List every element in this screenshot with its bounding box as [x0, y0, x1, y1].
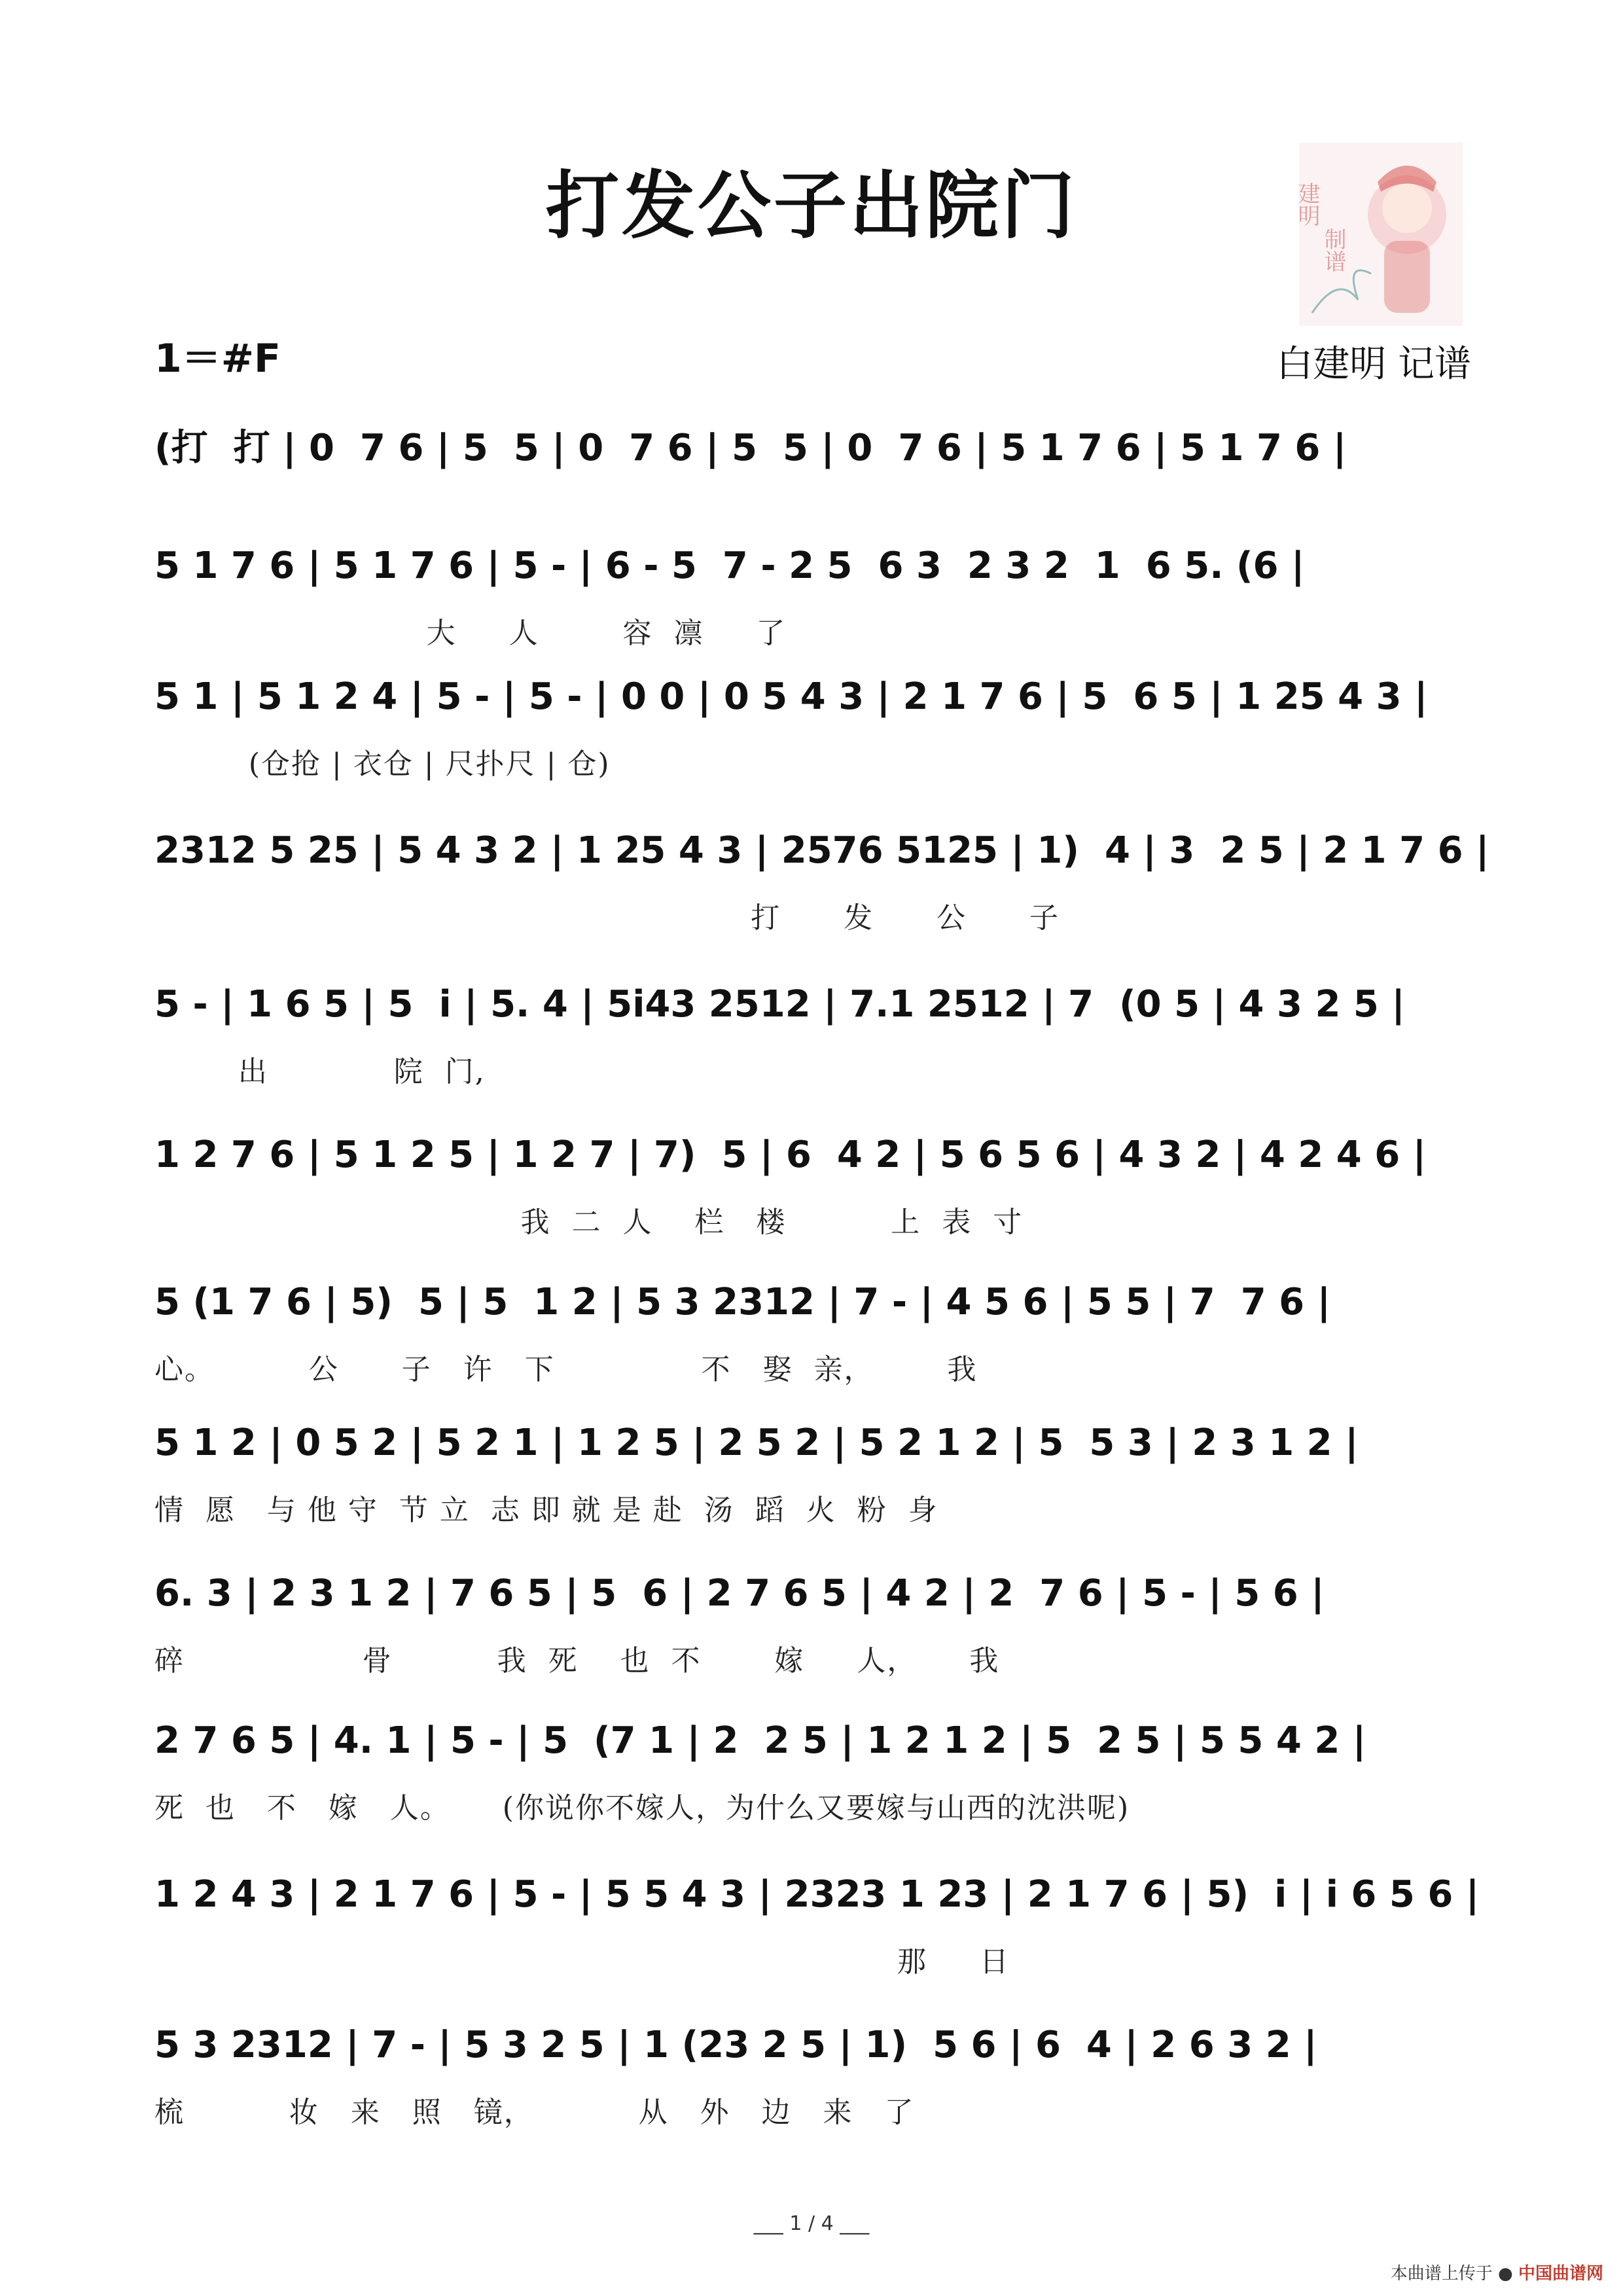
- notation-line: 5 1 2 | 0 5 2 | 5 2 1 | 1 2 5 | 2 5 2 | 5 2 1 2 | 5 5 3 | 2 3 1 2 |: [154, 1422, 1359, 1464]
- notation-line: 6. 3 | 2 3 1 2 | 7 6 5 | 5 6 | 2 7 6 5 | 4 2 | 2 7 6 | 5 - | 5 6 |: [154, 1572, 1325, 1615]
- notation-line: 5 1 | 5 1 2 4 | 5 - | 5 - | 0 0 | 0 5 4 3 | 2 1 7 6 | 5 6 5 | 1 25 4 3 |: [154, 675, 1428, 718]
- upload-credit: [1391, 2260, 1603, 2284]
- notation-line: 1 2 4 3 | 2 1 7 6 | 5 - | 5 5 4 3 | 2323 1 23 | 2 1 7 6 | 5) i | i 6 5 6 |: [154, 1873, 1480, 1916]
- lyrics-line: 梳 妆 来 照 镜， 从 外 边 来 了: [154, 2096, 915, 2129]
- notation-line: 5 1 7 6 | 5 1 7 6 | 5 - | 6 - 5 7 - 2 5 6 3 2 3 2 1 6 5. (6 |: [154, 545, 1305, 587]
- figure-stamp-icon: [1294, 143, 1463, 326]
- notation-line: 2 7 6 5 | 4. 1 | 5 - | 5 (7 1 | 2 2 5 | 1 2 1 2 | 5 2 5 | 5 5 4 2 |: [154, 1719, 1366, 1762]
- lyrics-line: 打 发 公 子: [154, 901, 1060, 935]
- upload-note: 本曲谱上传于: [1390, 2264, 1493, 2284]
- lyrics-line: 碎 骨 我 死 也 不 嫁 人， 我: [154, 1644, 1000, 1677]
- lyrics-line: 出 院 门,: [154, 1055, 486, 1088]
- notation-line: 2312 5 25 | 5 4 3 2 | 1 25 4 3 | 2576 5125 | 1) 4 | 3 2 5 | 2 1 7 6 |: [154, 829, 1489, 872]
- site-logo-icon: ●: [1498, 2264, 1513, 2284]
- lyrics-line: 我 二 人 栏 楼 上 表 寸: [154, 1206, 1024, 1239]
- notation-line: 5 (1 7 6 | 5) 5 | 5 1 2 | 5 3 2312 | 7 - | 4 5 6 | 5 5 | 7 7 6 |: [154, 1281, 1331, 1323]
- lyrics-line: (仓抢 | 衣仓 | 尺扑尺 | 仓): [154, 747, 611, 781]
- lyrics-line: 那 日: [154, 1945, 1010, 1979]
- key-signature: 1＝#F: [154, 336, 281, 382]
- site-brand[interactable]: 中国曲谱网: [1518, 2264, 1603, 2284]
- transcriber-credit: 白建明 记谱: [1276, 343, 1471, 386]
- page-number: ___ 1 / 4 ___: [753, 2212, 870, 2235]
- lyrics-line: [154, 492, 1471, 539]
- score-title: 打发公子出院门: [546, 163, 1077, 249]
- svg-text:制谱: 制谱: [1320, 228, 1346, 272]
- notation-line: (打 打 | 0 7 6 | 5 5 | 0 7 6 | 5 5 | 0 7 6 | 5 1 7 6 | 5 1 7 6 |: [154, 427, 1347, 469]
- lyrics-line: 死 也 不 嫁 人。 (你说你不嫁人，为什么又要嫁与山西的沈洪呢): [154, 1791, 1130, 1825]
- notation-line: 5 3 2312 | 7 - | 5 3 2 5 | 1 (23 2 5 | 1) 5 6 | 6 4 | 2 6 3 2 |: [154, 2024, 1317, 2066]
- lyrics-line: 心。 公 子 许 下 不 娶 亲， 我: [154, 1353, 978, 1386]
- lyrics-line: 大 人 容 凛 了: [154, 617, 787, 650]
- lyrics-line: 情 愿 与 他 守 节 立 志 即 就 是 赴 汤 蹈 火 粉 身: [154, 1494, 938, 1527]
- notation-line: 5 - | 1 6 5 | 5 i | 5. 4 | 5i43 2512 | 7.1 2512 | 7 (0 5 | 4 3 2 5 |: [154, 983, 1405, 1026]
- notation-line: 1 2 7 6 | 5 1 2 5 | 1 2 7 | 7) 5 | 6 4 2 | 5 6 5 6 | 4 3 2 | 4 2 4 6 |: [154, 1134, 1427, 1176]
- composer-stamp: [1294, 143, 1463, 326]
- svg-text:建明: 建明: [1294, 182, 1320, 226]
